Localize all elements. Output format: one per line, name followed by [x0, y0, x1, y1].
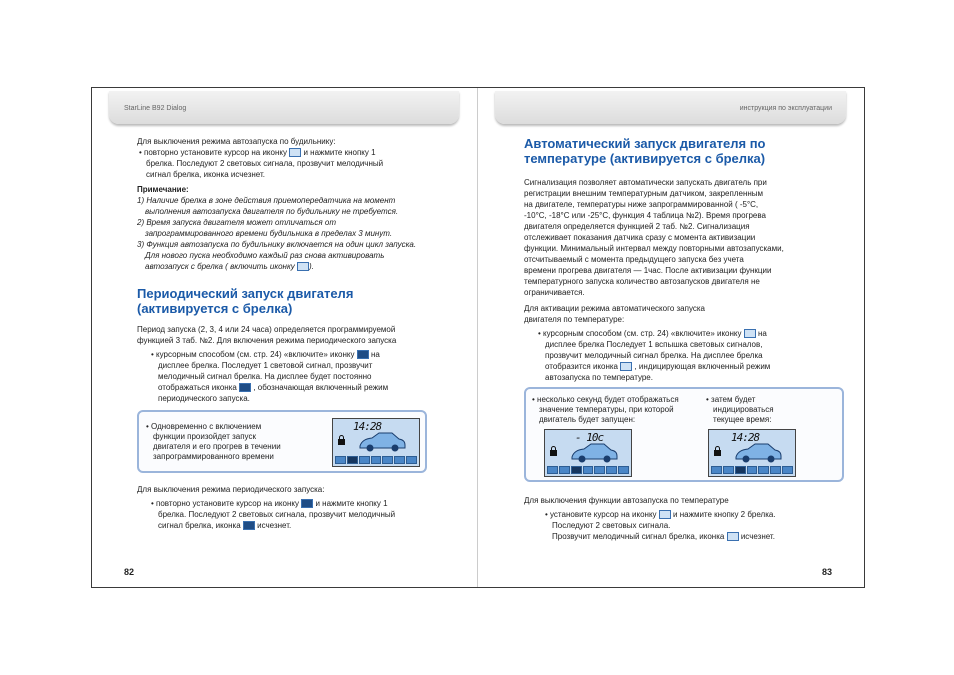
periodic-start-icon	[239, 383, 251, 392]
display-slot-icon	[770, 466, 781, 474]
temp-para-line: температурного запуска количество автозапусков двигателя не	[524, 277, 760, 286]
period-bullet-5: периодического запуска.	[158, 394, 250, 403]
display-slot-icon	[571, 466, 582, 474]
display-slot-icon	[618, 466, 629, 474]
alarm-clock-icon	[289, 148, 301, 157]
temp-description	[524, 177, 854, 298]
box-text-2: функции произойдет запуск	[153, 432, 256, 441]
period-off-line-1: • повторно установите курсор на иконку	[151, 499, 299, 508]
note-1b: выполнения автозапуска двигателя по будильнику не требуется.	[145, 207, 399, 216]
display-slot-icon	[335, 456, 346, 464]
display-time: 14:28	[731, 431, 760, 444]
temp-off-line-1: • установите курсор на иконку	[545, 510, 657, 519]
right-page	[478, 88, 864, 587]
period-off-block	[137, 484, 467, 531]
display-slot-icon	[583, 466, 594, 474]
display-slot-icon	[735, 466, 746, 474]
box-right-1: • затем будет	[706, 395, 756, 404]
left-page	[92, 88, 478, 587]
temp-display	[544, 429, 632, 477]
periodic-start-icon	[243, 521, 255, 530]
display-slot-icon	[559, 466, 570, 474]
display-slot-icon	[394, 456, 405, 464]
temp-info-box	[524, 387, 844, 482]
temp-para-line: отсчитываемый с момента предыдущего запуска без учета	[524, 255, 744, 264]
display-slot-icon	[711, 466, 722, 474]
right-page-number: 83	[821, 567, 832, 577]
display-slot-icon	[782, 466, 793, 474]
period-off-line-1b: и нажмите кнопку 1	[315, 499, 388, 508]
temp-off-line-1b: и нажмите кнопку 2 брелка.	[673, 510, 776, 519]
activate-line-2: двигателя по температуре:	[524, 315, 625, 324]
temp-para-line: функции. Минимальный интервал между повторными автозапусками,	[524, 244, 784, 253]
periodic-start-icon	[357, 350, 369, 359]
note-title: Примечание:	[137, 185, 189, 194]
periodic-section-title	[137, 286, 457, 316]
note-2b: запрограммированного времени будильника в пределах 3 минут.	[145, 229, 393, 238]
period-block	[137, 324, 467, 404]
display-slot-icon	[723, 466, 734, 474]
note-3c: автозапуск с брелка ( включить иконку	[145, 262, 295, 271]
temp-para-line: Сигнализация позволяет автоматически запускать двигатель при	[524, 178, 767, 187]
temp-title-line-1: Автоматический запуск двигателя по	[524, 136, 766, 151]
activate-bullet-2: дисплее брелка Последует 1 вспышка световых сигналов,	[545, 340, 763, 349]
period-bullet-1b: на	[370, 350, 380, 359]
period-bullet-4: отображаться иконка	[158, 383, 237, 392]
temp-off-line-3: Прозвучит мелодичный сигнал брелка, иконка	[552, 532, 725, 541]
alarm-off-block	[137, 136, 467, 180]
temp-activate-block	[524, 303, 854, 383]
temp-para-line: двигателя определяется функцией 2 таб. №2. Сигнализация	[524, 222, 750, 231]
period-bullet-2: дисплее брелка. Последует 1 световой сигнал, прозвучит	[158, 361, 373, 370]
box-left-2: значение температуры, при которой	[539, 405, 674, 414]
activate-bullet-4: отобразится иконка	[545, 362, 619, 371]
box-left-1: • несколько секунд будет отображаться	[532, 395, 679, 404]
periodic-title-line-1: Периодический запуск двигателя	[137, 286, 354, 301]
period-bullet-4b: , обозначающая включенный режим	[253, 383, 389, 392]
alarm-off-line-2: брелка. Последуют 2 световых сигнала, прозвучит мелодичный	[146, 159, 384, 168]
temp-off-line-2: Последуют 2 световых сигнала.	[552, 521, 671, 530]
temp-para-line: отслеживает показания датчика сразу с момента активизации	[524, 233, 756, 242]
display-slot-icon	[606, 466, 617, 474]
activate-bullet-5: автозапуска по температуре.	[545, 373, 653, 382]
right-header	[495, 91, 846, 124]
key-fob-display	[332, 418, 420, 467]
period-off-intro: Для выключения режима периодического запуска:	[137, 485, 325, 494]
alarm-clock-icon	[297, 262, 309, 271]
left-page-number: 82	[124, 567, 135, 577]
period-off-line-3b: исчезнет.	[257, 521, 292, 530]
box-text-4: запрограммированного времени	[153, 452, 274, 461]
display-temperature: - 10c	[575, 431, 604, 444]
thermometer-icon	[620, 362, 632, 371]
car-icon	[357, 431, 407, 453]
activate-bullet-4b: , индицирующая включенный режим	[634, 362, 771, 371]
activate-bullet-1b: на	[757, 329, 767, 338]
alarm-off-intro: Для выключения режима автозапуска по будильнику:	[137, 137, 336, 146]
right-header-title: инструкция по эксплуатации	[739, 105, 832, 112]
time-display	[708, 429, 796, 477]
display-slot-icon	[758, 466, 769, 474]
display-slot-icon	[382, 456, 393, 464]
period-off-line-3: сигнал брелка, иконка	[158, 521, 241, 530]
activate-bullet-1: • курсорным способом (см. стр. 24) «включите» иконку	[538, 329, 742, 338]
thermometer-icon	[727, 532, 739, 541]
lock-icon	[713, 446, 722, 456]
period-bullet-3: мелодичный сигнал брелка. На дисплее будет постоянно	[158, 372, 372, 381]
display-icon-row	[711, 466, 793, 474]
display-slot-icon	[594, 466, 605, 474]
period-off-line-2: брелка. Последуют 2 световых сигнала, прозвучит мелодичный	[158, 510, 396, 519]
temp-off-intro: Для выключения функции автозапуска по температуре	[524, 496, 729, 505]
thermometer-icon	[744, 329, 756, 338]
box-text-3: двигателя и его прогрев в течении	[153, 442, 281, 451]
temp-section-title	[524, 136, 844, 166]
temp-para-line: регистрации внешним температурным датчиком, закрепленным	[524, 189, 764, 198]
period-para-2: функцией 3 таб. №2. Для включения режима периодического запуска	[137, 336, 397, 345]
activate-line-1: Для активации режима автоматического запуска	[524, 304, 705, 313]
alarm-off-line-3: сигнал брелка, иконка исчезнет.	[146, 170, 265, 179]
lock-icon	[337, 435, 346, 445]
display-slot-icon	[747, 466, 758, 474]
alarm-off-line-1b: и нажмите кнопку 1	[303, 148, 376, 157]
periodic-info-box	[137, 410, 427, 473]
activate-bullet-3: прозвучит мелодичный сигнал брелка. На дисплее брелка	[545, 351, 763, 360]
box-left-3: двигатель будет запущен:	[539, 415, 636, 424]
note-3b: Для нового пуска необходимо каждый раз снова активировать	[145, 251, 385, 260]
temp-para-line: времени прогрева двигателя — 1час. После активизации функции	[524, 266, 772, 275]
period-bullet-1: • курсорным способом (см. стр. 24) «включите» иконку	[151, 350, 355, 359]
display-slot-icon	[547, 466, 558, 474]
thermometer-icon	[659, 510, 671, 519]
lock-icon	[549, 446, 558, 456]
temp-para-line: на двигателе, температуры ниже запрограммированной ( -5°С,	[524, 200, 759, 209]
left-header-title: StarLine B92 Dialog	[124, 105, 187, 112]
display-slot-icon	[371, 456, 382, 464]
display-time: 14:28	[353, 420, 382, 433]
left-header	[109, 91, 459, 124]
note-block	[137, 184, 467, 272]
note-1a: 1) Наличие брелка в зоне действия приемопередатчика на момент	[137, 196, 396, 205]
display-slot-icon	[406, 456, 417, 464]
periodic-start-icon	[301, 499, 313, 508]
display-slot-icon	[347, 456, 358, 464]
periodic-title-line-2: (активируется с брелка)	[137, 301, 293, 316]
temp-off-line-3b: исчезнет.	[740, 532, 775, 541]
note-3a: 3) Функция автозапуска по будильнику включается на один цикл запуска.	[137, 240, 417, 249]
box-text-1: • Одновременно с включением	[146, 422, 262, 431]
car-icon	[733, 442, 783, 464]
document-spread	[91, 87, 865, 588]
display-slot-icon	[359, 456, 370, 464]
display-icon-row	[335, 456, 417, 464]
temp-title-line-2: температуре (активируется с брелка)	[524, 151, 766, 166]
note-3d: ).	[308, 262, 314, 271]
display-icon-row	[547, 466, 629, 474]
box-right-2: индицироваться	[713, 405, 774, 414]
car-icon	[569, 442, 619, 464]
temp-off-block	[524, 495, 854, 542]
note-2a: 2) Время запуска двигателя может отличаться от	[137, 218, 336, 227]
period-para-1: Период запуска (2, 3, 4 или 24 часа) определяется программируемой	[137, 325, 396, 334]
alarm-off-line-1: • повторно установите курсор на иконку	[139, 148, 287, 157]
temp-para-line: ограничивается.	[524, 288, 585, 297]
temp-para-line: -10°С, -18°С или -25°С, функция 4 таблица №2). Время прогрева	[524, 211, 766, 220]
box-right-3: текущее время:	[713, 415, 772, 424]
